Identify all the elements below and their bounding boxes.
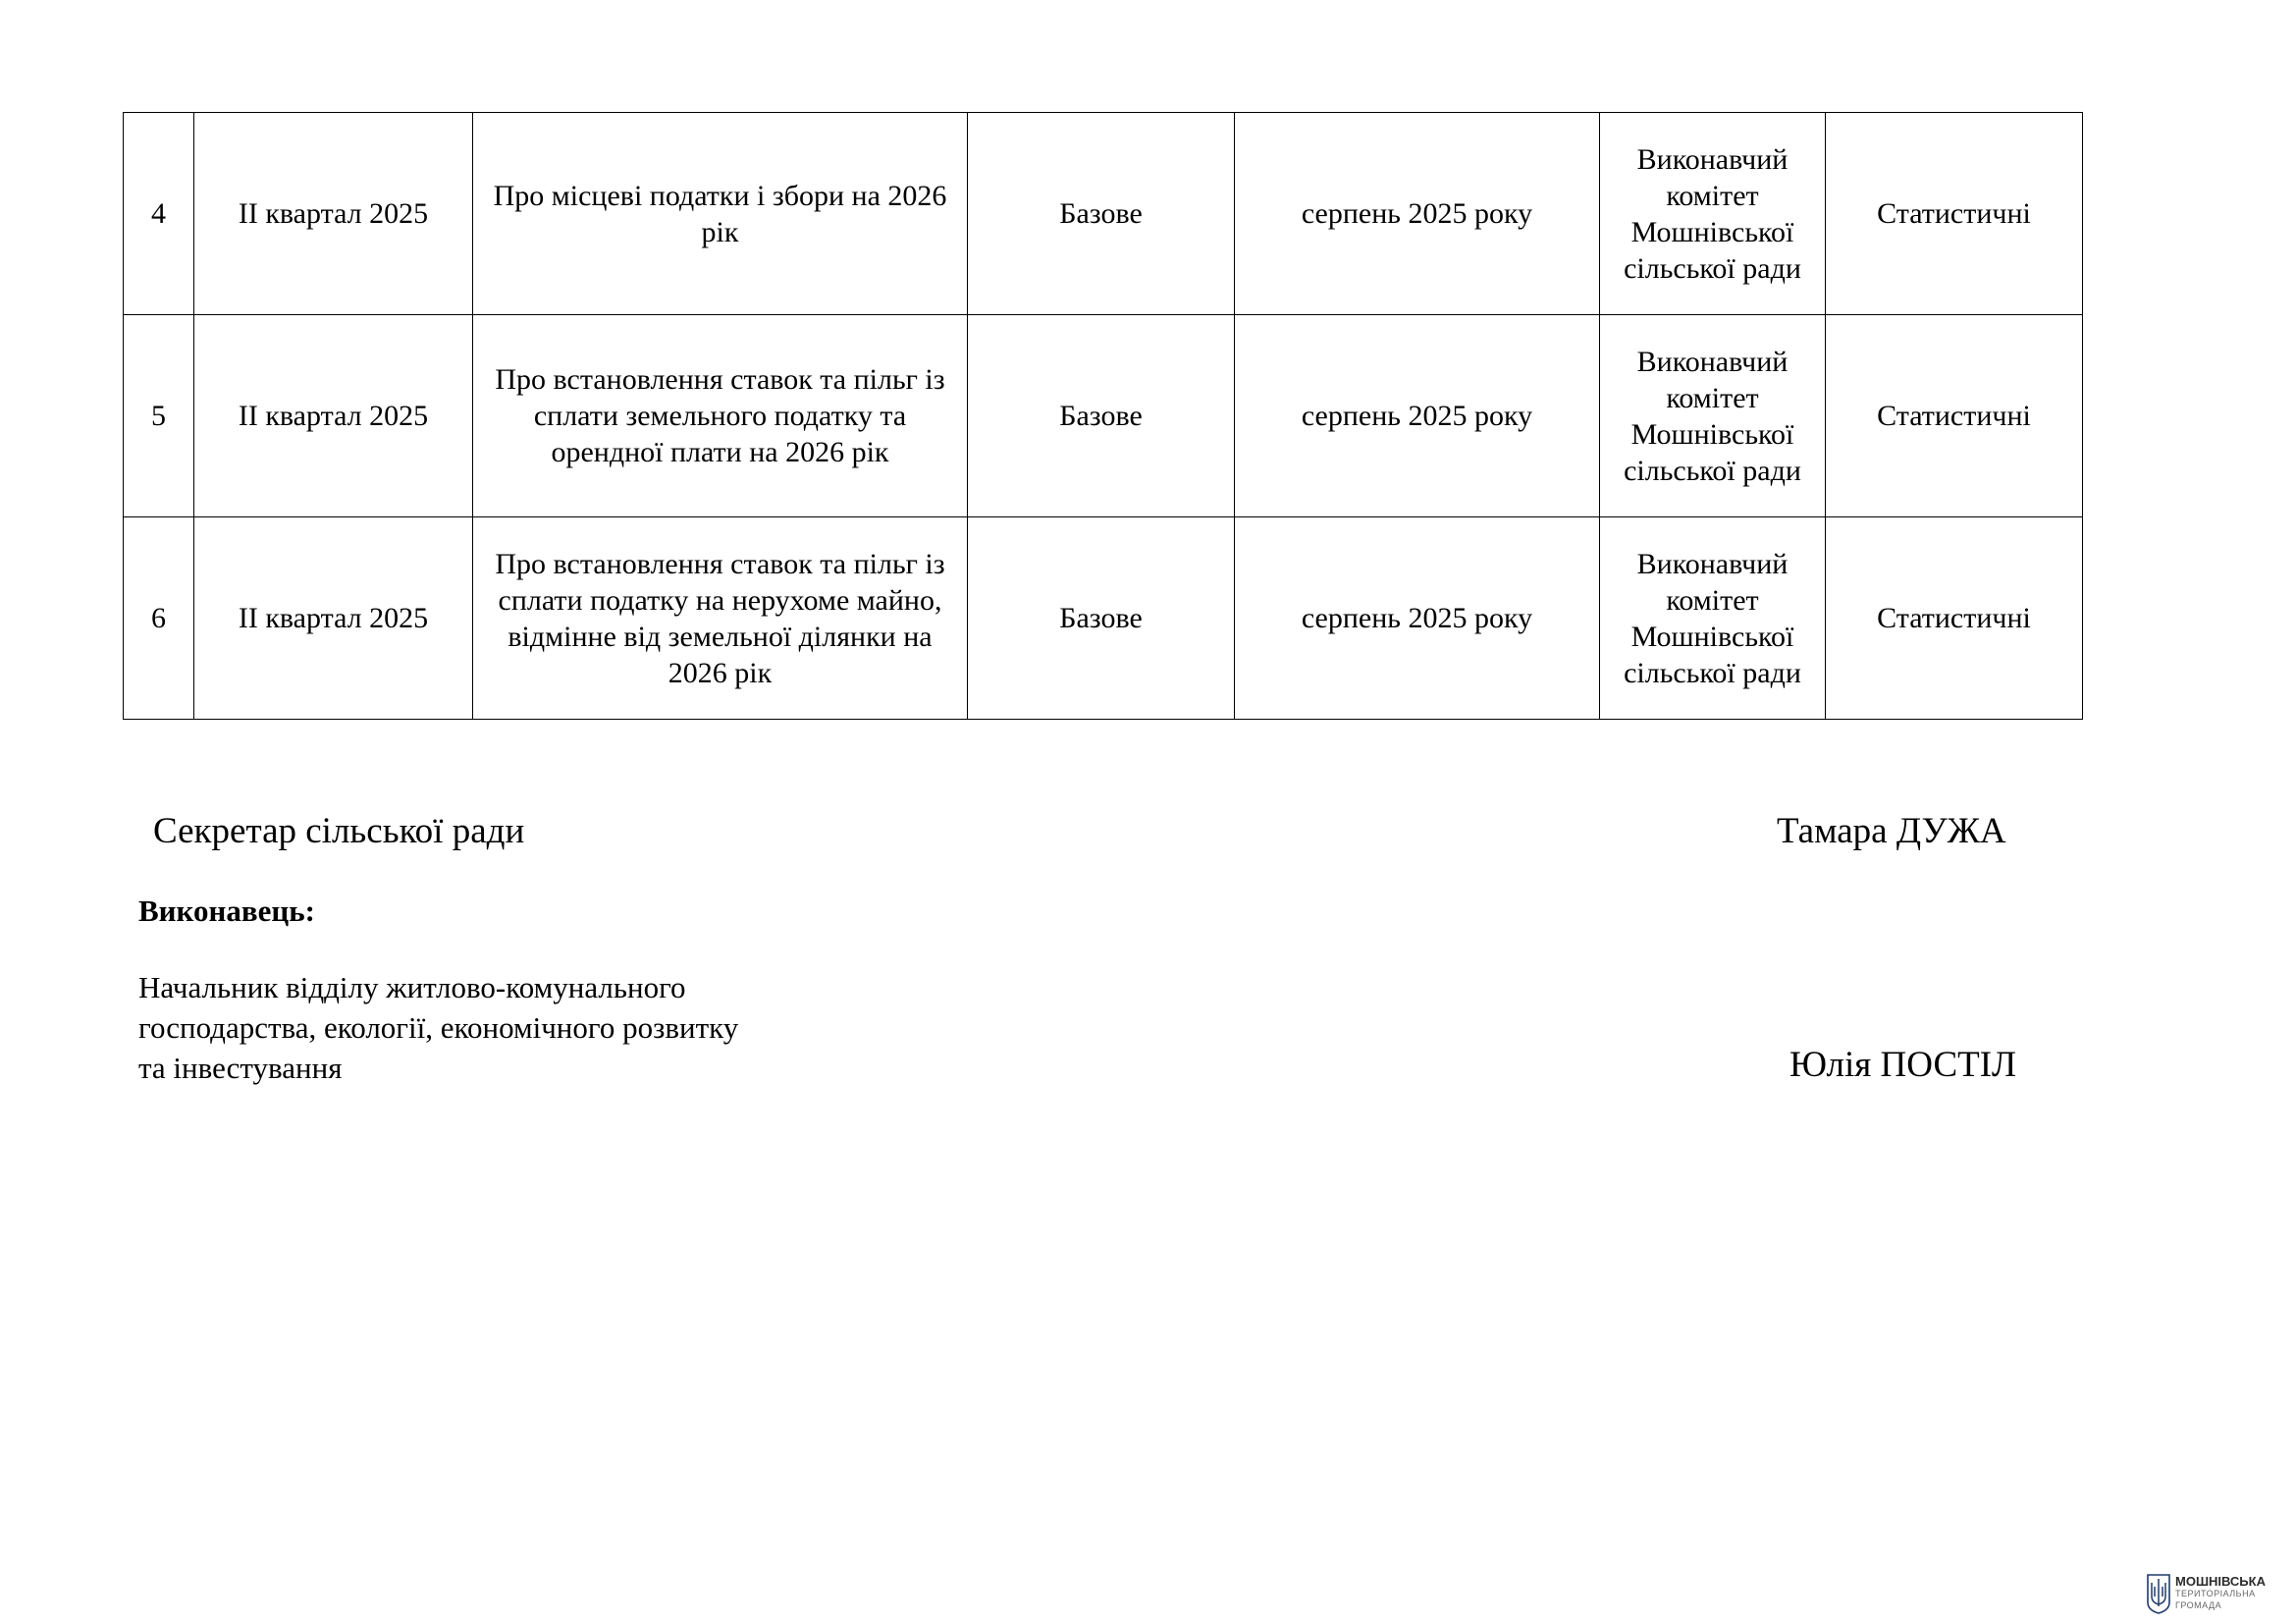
executor-label: Виконавець:: [138, 893, 315, 928]
row-period: ІІ квартал 2025: [194, 113, 473, 315]
row-responsible: Виконавчий комітет Мошнівської сільської ради: [1600, 113, 1826, 315]
secretary-name: Тамара ДУЖА: [1777, 811, 2006, 851]
executor-name: Юлія ПОСТІЛ: [1789, 1045, 2017, 1085]
executor-position-line: Начальник відділу житлово-комунального: [138, 970, 686, 1004]
row-type: Базове: [968, 113, 1235, 315]
row-number: 4: [124, 113, 194, 315]
row-responsible: Виконавчий комітет Мошнівської сільської ради: [1600, 517, 1826, 720]
row-data-kind: Статистичні: [1826, 517, 2083, 720]
row-title: Про встановлення ставок та пільг із сплати земельного податку та орендної плати на 2026 рік: [473, 315, 968, 517]
executor-position-line: господарства, екології, економічного розвитку: [138, 1010, 739, 1045]
executor-position: [138, 967, 845, 1088]
logo-text: [2175, 1576, 2266, 1611]
row-deadline: серпень 2025 року: [1235, 315, 1600, 517]
row-data-kind: Статистичні: [1826, 315, 2083, 517]
logo-line-3: ГРОМАДА: [2175, 1600, 2222, 1610]
row-responsible: Виконавчий комітет Мошнівської сільської ради: [1600, 315, 1826, 517]
row-number: 6: [124, 517, 194, 720]
table-row: [124, 113, 2083, 315]
regulatory-plan-table: [123, 112, 2083, 720]
row-type: Базове: [968, 517, 1235, 720]
row-type: Базове: [968, 315, 1235, 517]
executor-position-line: та інвестування: [138, 1051, 343, 1085]
row-period: ІІ квартал 2025: [194, 315, 473, 517]
table-row: [124, 315, 2083, 517]
logo-line-2: ТЕРИТОРІАЛЬНА: [2175, 1589, 2256, 1598]
logo-line-1: МОШНІВСЬКА: [2175, 1574, 2266, 1589]
row-number: 5: [124, 315, 194, 517]
row-title: Про місцеві податки і збори на 2026 рік: [473, 113, 968, 315]
row-data-kind: Статистичні: [1826, 113, 2083, 315]
row-title: Про встановлення ставок та пільг із сплати податку на нерухоме майно, відмінне від земельної ділянки на 2026 рік: [473, 517, 968, 720]
community-logo: [2146, 1573, 2266, 1614]
table-row: [124, 517, 2083, 720]
secretary-title: Секретар сільської ради: [153, 811, 525, 851]
row-deadline: серпень 2025 року: [1235, 113, 1600, 315]
trident-icon: [2146, 1573, 2171, 1614]
row-deadline: серпень 2025 року: [1235, 517, 1600, 720]
row-period: ІІ квартал 2025: [194, 517, 473, 720]
